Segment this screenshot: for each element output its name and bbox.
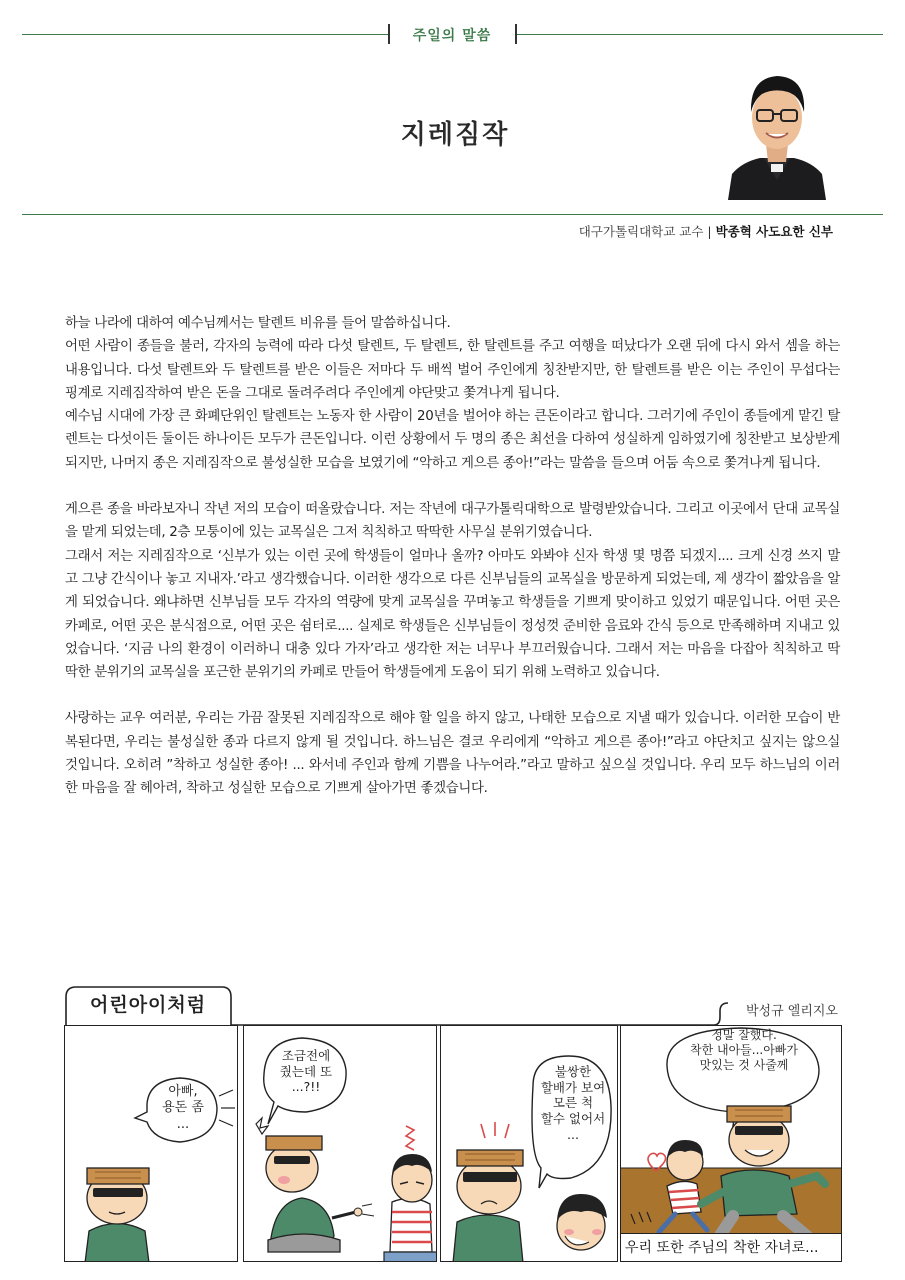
- article-title: 지레짐작: [400, 120, 510, 150]
- panel-1-speech: 아빠, 용돈 좀 ...: [162, 1084, 204, 1132]
- comic-panel-4: [620, 1025, 842, 1262]
- panel-3-art: [441, 1026, 618, 1262]
- comic-title: 어린아이처럼: [90, 994, 207, 1016]
- comic-strip: [64, 980, 842, 1270]
- article-body: [65, 312, 840, 801]
- panel-4-speech: 정말 잘했다. 착한 내아들...아빠가 맛있는 것 사줄께: [690, 1028, 798, 1072]
- byline-affiliation: 대구가톨릭대학교 교수 |: [578, 224, 716, 239]
- panel-1-art: [65, 1026, 238, 1262]
- header-rule-tick-left: [388, 24, 390, 44]
- header-rule-left: [22, 34, 388, 35]
- author-portrait: [726, 70, 828, 200]
- comic-panel-1: [64, 1025, 238, 1262]
- panel-3-speech: 불쌍한 할배가 보여 모른 척 할수 없어서 ...: [540, 1064, 606, 1142]
- header-rule-right: [517, 34, 883, 35]
- panel-2-speech: 조금전에 줬는데 또 ...?!!: [279, 1048, 333, 1095]
- paragraph: 예수님 시대에 가장 큰 화폐단위인 탈렌트는 노동자 한 사람이 20년을 벌어야 하는 큰돈이라고 합니다. 그러기에 주인이 종들에게 맡긴 탈렌트는 다섯이든 둘이든 하나이든 모두가 큰돈입니다. 이런 상황에서 두 명의 종은 최선을 다하여 성실하게 임하였기에 칭찬받고 보상받게 되지만, 나머지 종은 지레짐작으로 불성실한 모습을 보였기에 “악하고 게으른 종아!”라는 말씀을 들으며 어둠 속으로 쫓겨나게 됩니다.: [65, 409, 840, 471]
- paragraph: 그래서 저는 지레짐작으로 ‘신부가 있는 이런 곳에 학생들이 얼마나 올까? 아마도 와봐야 신자 학생 몇 명쯤 되겠지.... 크게 신경 쓰지 말고 그냥 간식이나 놓고 지내자.’라고 생각했습니다. 이러한 생각으로 다른 신부님들의 교목실을 방문하게 되었는데, 제 생각이 짧았음을 알게 되었습니다. 왜냐하면 신부님들 모두 각자의 역량에 맞게 교목실을 꾸며놓고 학생들을 기쁘게 맞이하고 있었기 때문입니다. 어떤 곳은 카페로, 어떤 곳은 분식점으로, 어떤 곳은 쉼터로.... 실제로 학생들은 신부님들이 정성껏 준비한 음료와 간식 등으로 만족해하며 지내고 있었습니다. ‘지금 나의 환경이 이러하니 대충 있다 가자’라고 생각한 저는 너무나 부끄러웠습니다. 그래서 저는 마음을 다잡아 칙칙하고 딱딱한 분위기의 교목실을 포근한 분위기의 카페로 만들어 학생들에게 도움이 되기 위해 노력하고 있습니다.: [65, 548, 840, 681]
- comic-author: 박성규 엘리지오: [745, 1004, 838, 1019]
- paragraph: 사랑하는 교우 여러분, 우리는 가끔 잘못된 지레짐작으로 해야 할 일을 하지 않고, 나태한 모습으로 지낼 때가 있습니다. 이러한 모습이 반복된다면, 우리는 불성실한 종과 다르지 않게 될 것입니다. 하느님은 결코 우리에게 “악하고 게으른 종아!”라고 야단치고 싶지는 않으실 것입니다. 오히려 ”착하고 성실한 종아! ... 와서네 주인과 함께 기쁨을 나누어라.”라고 말하고 싶으실 것입니다. 우리 모두 하느님의 이러한 마음을 잘 헤아려, 착하고 성실한 모습으로 기쁘게 살아가면 좋겠습니다.: [65, 711, 840, 797]
- paragraph: 하늘 나라에 대하여 예수님께서는 탈렌트 비유를 들어 말씀하십니다.: [65, 316, 451, 331]
- header-rule-bottom: [22, 214, 883, 215]
- byline-author-name: 박종혁 사도요한 신부: [715, 224, 833, 239]
- comic-panel-2: [243, 1025, 437, 1262]
- byline: [579, 222, 833, 240]
- paragraph: 게으른 종을 바라보자니 작년 저의 모습이 떠올랐습니다. 저는 작년에 대구가톨릭대학으로 발령받았습니다. 그리고 이곳에서 단대 교목실을 맡게 되었는데, 2층 모퉁이에 있는 교목실은 그저 칙칙하고 딱딱한 사무실 분위기였습니다.: [65, 502, 840, 541]
- section-label: 주일의 말씀: [412, 28, 492, 44]
- panel-4-caption: 우리 또한 주님의 착한 자녀로...: [621, 1233, 841, 1261]
- paragraph: 어떤 사람이 종들을 불러, 각자의 능력에 따라 다섯 탈렌트, 두 탈렌트, 한 탈렌트를 주고 여행을 떠났다가 오랜 뒤에 다시 와서 셈을 하는 내용입니다. 다섯 탈렌트와 두 탈렌트를 받은 이들은 저마다 두 배씩 벌어 주인에게 칭찬받지만, 한 탈렌트를 받은 이는 주인이 무섭다는 핑계로 지레짐작하여 받은 돈을 그대로 돌려주려다 주인에게 야단맞고 쫓겨나게 됩니다.: [65, 339, 840, 401]
- comic-panel-3: [440, 1025, 618, 1262]
